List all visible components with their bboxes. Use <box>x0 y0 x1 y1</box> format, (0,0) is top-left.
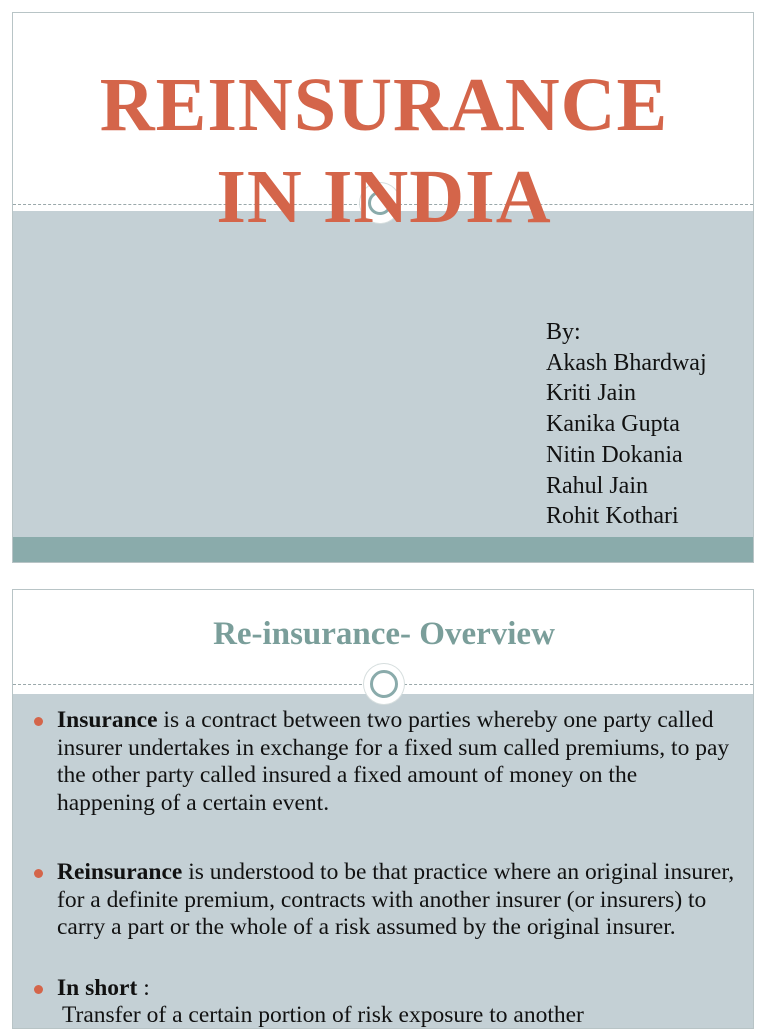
bullet-term: Reinsurance <box>57 859 183 885</box>
bullet-item <box>57 975 737 1003</box>
bullet-text: is a contract between two parties whereby one party called insurer undertakes in exchange for a fixed sum called premiums, to pay the other party called insured a fixed amount of money on the happening of a certain event. <box>57 707 730 816</box>
bullet-term: Insurance <box>57 707 158 733</box>
sub-point-text: Transfer of a certain portion of risk exposure to another <box>62 1002 584 1028</box>
author-list <box>546 317 707 532</box>
author-name: Nitin Dokania <box>546 441 683 468</box>
bullet-text: : <box>137 975 150 1001</box>
by-label: By: <box>546 319 581 345</box>
author-name: Kanika Gupta <box>546 411 680 438</box>
bullet-term: In short <box>57 975 138 1001</box>
bullet-item <box>57 859 737 942</box>
title-line-1: REINSURANCE <box>99 63 669 147</box>
overview-slide <box>12 589 754 1029</box>
footer-bar <box>13 537 753 563</box>
author-name: Kriti Jain <box>546 380 636 407</box>
author-name: Rahul Jain <box>546 472 648 499</box>
author-name: Akash Bhardwaj <box>546 349 707 376</box>
slide-title <box>13 59 754 243</box>
title-line-2: IN INDIA <box>216 155 552 239</box>
circle-ornament-icon <box>364 664 404 704</box>
title-slide <box>12 12 754 563</box>
bullet-item <box>57 707 737 817</box>
author-name: Rohit Kothari <box>546 503 679 530</box>
slide-heading: Re-insurance- Overview <box>213 616 555 652</box>
bullet-text: is understood to be that practice where an original insurer, for a definite premium, contracts with another insurer (or insurers) to carry a part or the whole of a risk assumed by the original insurer. <box>57 859 735 940</box>
